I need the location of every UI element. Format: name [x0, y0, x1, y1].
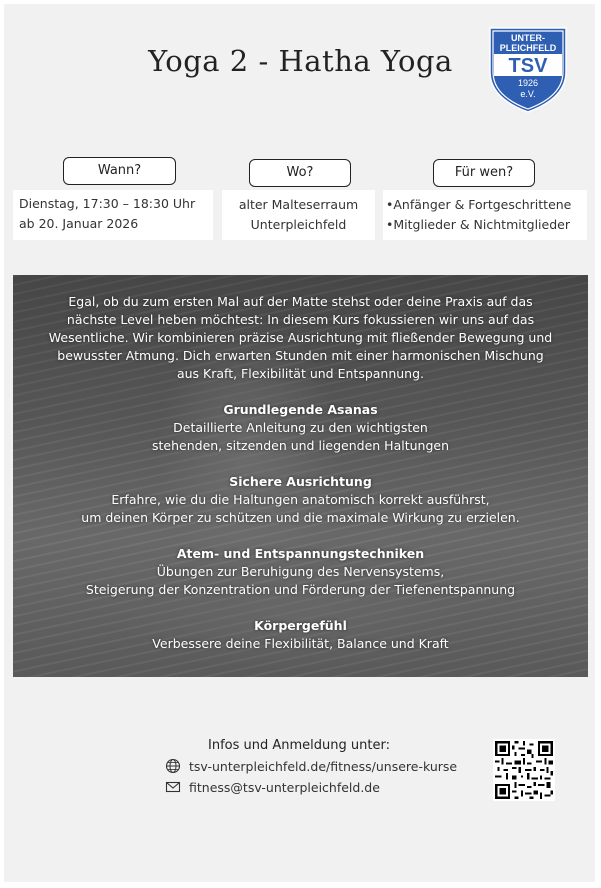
where-line-2: Unterpleichfeld — [250, 217, 347, 232]
info-title: Infos und Anmeldung unter: — [208, 738, 390, 753]
page-title: Yoga 2 - Hatha Yoga — [148, 44, 453, 78]
section-heading: Grundlegende Asanas — [223, 402, 378, 417]
who-line-2: •Mitglieder & Nichtmitglieder — [386, 217, 570, 232]
section-text: Steigerung der Konzentration und Förderung der Tiefenentspannung — [85, 582, 516, 597]
intro-text: Egal, ob du zum ersten Mal auf der Matte stehst oder deine Praxis auf das nächste Level heben möchtest: In diesem Kurs fokussieren wir uns auf das Wesentliche. Wir kombinieren präzise Ausrichtung mit fließender Bewegung und bewusster Atmung. Dich erwarten Stunden mit einer harmonischen Mischung aus Kraft, Flexibilität und Entspannung. — [48, 294, 553, 381]
tsv-logo — [488, 26, 568, 114]
when-line-1: Dienstag, 17:30 – 18:30 Uhr — [19, 196, 196, 211]
logo-suffix: e.V. — [520, 89, 536, 99]
when-box — [13, 190, 213, 240]
email-link[interactable]: fitness@tsv-unterpleichfeld.de — [189, 779, 380, 795]
when-line-2: ab 20. Januar 2026 — [19, 216, 139, 231]
section-text: Detaillierte Anleitung zu den wichtigsten — [173, 420, 428, 435]
email-row[interactable] — [165, 779, 380, 795]
section-text: Verbessere deine Flexibilität, Balance und Kraft — [152, 636, 449, 651]
section-text: Erfahre, wie du die Haltungen anatomisch korrekt ausführst, — [111, 492, 490, 507]
section-body-awareness — [13, 617, 588, 653]
who-label: Für wen? — [433, 159, 535, 187]
qr-code-icon[interactable] — [493, 739, 555, 801]
yoga-photo-panel — [13, 275, 588, 677]
who-box — [383, 190, 587, 240]
section-breathing — [13, 545, 588, 599]
logo-mid-text: PLEICHFELD — [499, 43, 557, 53]
section-alignment — [13, 473, 588, 527]
logo-year: 1926 — [517, 78, 539, 88]
course-description — [13, 293, 588, 671]
logo-top-text: UNTER- — [511, 33, 545, 43]
section-heading: Sichere Ausrichtung — [229, 474, 372, 489]
section-text: um deinen Körper zu schützen und die maximale Wirkung zu erzielen. — [81, 510, 520, 525]
envelope-icon — [165, 779, 181, 795]
when-label: Wann? — [63, 157, 176, 185]
section-text: stehenden, sitzenden und liegenden Haltungen — [152, 438, 449, 453]
section-heading: Atem- und Entspannungstechniken — [176, 546, 425, 561]
logo-brand: TSV — [508, 55, 548, 77]
globe-icon — [165, 758, 181, 774]
section-text: Übungen zur Beruhigung des Nervensystems, — [156, 564, 445, 579]
where-box — [222, 190, 375, 240]
section-heading: Körpergefühl — [254, 618, 347, 633]
where-line-1: alter Malteserraum — [238, 197, 359, 212]
who-line-1: •Anfänger & Fortgeschrittene — [386, 197, 572, 212]
section-asanas — [13, 401, 588, 455]
where-label: Wo? — [249, 159, 351, 187]
website-row[interactable] — [165, 758, 457, 774]
website-link[interactable]: tsv-unterpleichfeld.de/fitness/unsere-kurse — [189, 758, 458, 774]
